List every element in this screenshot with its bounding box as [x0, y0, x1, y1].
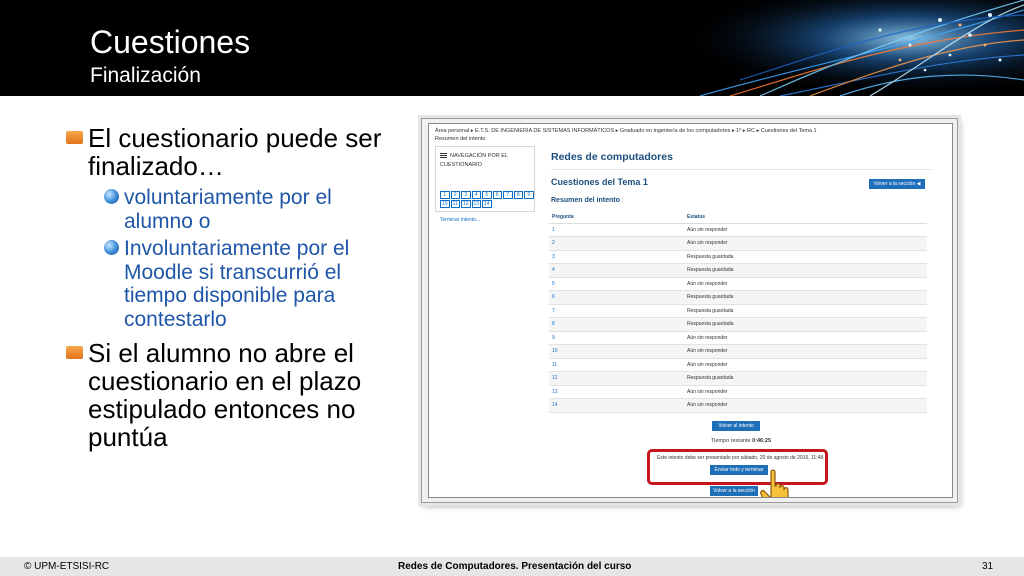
back-to-section-button[interactable]: Volver a la sección ◀: [869, 179, 925, 189]
question-status: Aún sin responder: [684, 358, 927, 372]
time-remaining-label: Tiempo restante: [711, 438, 751, 444]
bullet-level2: [104, 186, 406, 233]
question-status: Aún sin responder: [684, 385, 927, 399]
question-link[interactable]: 12: [549, 372, 684, 386]
table-row: [549, 372, 927, 386]
table-row: [549, 331, 927, 345]
submit-all-button[interactable]: Enviar todo y terminar: [710, 465, 768, 475]
question-link[interactable]: 3: [549, 250, 684, 264]
fiber-optic-image: [640, 0, 1024, 96]
question-nav-button[interactable]: 6: [493, 191, 503, 199]
question-link[interactable]: 7: [549, 304, 684, 318]
question-nav-button[interactable]: 7: [503, 191, 513, 199]
table-row: [549, 345, 927, 359]
question-link[interactable]: 6: [549, 291, 684, 305]
bullet-text: El cuestionario puede ser finalizado…: [88, 123, 382, 181]
slide-title: Cuestiones: [90, 24, 251, 60]
question-link[interactable]: 1: [549, 223, 684, 237]
time-remaining-value: 0:46:25: [752, 438, 772, 444]
bullet-level2: [104, 237, 406, 331]
finish-attempt-link[interactable]: Terminar intento...: [440, 217, 481, 223]
quiz-navigation-title: NAVEGACIÓN POR EL CUESTIONARIO: [440, 153, 508, 168]
question-status: Aún sin responder: [684, 345, 927, 359]
breadcrumb-current: Resumen del intento: [435, 136, 486, 142]
table-row: [549, 237, 927, 251]
slide-subtitle: Finalización: [90, 64, 201, 87]
question-link[interactable]: 14: [549, 399, 684, 413]
question-link[interactable]: 5: [549, 277, 684, 291]
column-header-question: Pregunta: [549, 211, 684, 223]
question-status: Aún sin responder: [684, 223, 927, 237]
moodle-page: [428, 123, 953, 498]
question-status: Respuesta guardada: [684, 304, 927, 318]
question-link[interactable]: 10: [549, 345, 684, 359]
back-to-attempt-button[interactable]: Volver al intento: [712, 421, 760, 431]
bullet-text: Involuntariamente por el Moodle si transcurrió el tiempo disponible para contestarlo: [124, 237, 350, 331]
bullet-text: voluntariamente por el alumno o: [124, 186, 332, 233]
back-to-section-button[interactable]: Volver a la sección: [710, 486, 758, 496]
question-number-grid: [440, 191, 536, 208]
question-status: Respuesta guardada: [684, 318, 927, 332]
question-nav-button[interactable]: 5: [482, 191, 492, 199]
question-status: Aún sin responder: [684, 237, 927, 251]
question-status: Aún sin responder: [684, 399, 927, 413]
question-status: Respuesta guardada: [684, 291, 927, 305]
quiz-title: Cuestiones del Tema 1: [551, 177, 648, 187]
orange-bullet-icon: [66, 346, 83, 359]
blue-bullet-icon: [104, 240, 119, 255]
question-nav-button[interactable]: 9: [524, 191, 534, 199]
orange-bullet-icon: [66, 131, 83, 144]
question-nav-button[interactable]: 14: [483, 201, 490, 207]
table-row: [549, 318, 927, 332]
question-nav-button[interactable]: 11: [451, 200, 461, 208]
divider: [551, 169, 931, 170]
question-status: Aún sin responder: [684, 331, 927, 345]
column-header-status: Estatus: [684, 211, 927, 223]
table-row: [549, 304, 927, 318]
question-link[interactable]: 13: [549, 385, 684, 399]
question-status: Aún sin responder: [684, 277, 927, 291]
question-link[interactable]: 11: [549, 358, 684, 372]
table-row: [549, 358, 927, 372]
time-remaining: [711, 438, 771, 444]
table-row: [549, 277, 927, 291]
question-nav-button[interactable]: 1: [440, 191, 450, 199]
bullet-level1: [66, 339, 406, 451]
table-header-row: [549, 211, 927, 223]
blue-bullet-icon: [104, 189, 119, 204]
bullet-list: [66, 124, 406, 457]
question-status: Respuesta guardada: [684, 250, 927, 264]
question-nav-button[interactable]: 4: [472, 191, 482, 199]
quiz-navigation-block: [435, 146, 535, 223]
pointing-hand-icon: [759, 469, 793, 498]
question-nav-button[interactable]: 13: [473, 201, 480, 207]
question-status: Respuesta guardada: [684, 372, 927, 386]
menu-icon[interactable]: [440, 153, 447, 158]
footer-copyright: © UPM-ETSISI-RC: [24, 561, 110, 572]
question-link[interactable]: 8: [549, 318, 684, 332]
table-row: [549, 264, 927, 278]
table-row: [549, 399, 927, 413]
question-link[interactable]: 2: [549, 237, 684, 251]
bullet-text: Si el alumno no abre el cuestionario en el plazo estipulado entonces no puntúa: [88, 338, 362, 452]
attempt-summary-table: [549, 211, 927, 413]
question-link[interactable]: 9: [549, 331, 684, 345]
course-title: Redes de computadores: [551, 151, 673, 163]
footer-course: Redes de Computadores. Presentación del curso: [398, 561, 632, 572]
summary-title: Resumen del intento: [551, 197, 620, 204]
table-row: [549, 250, 927, 264]
slide-footer: [0, 557, 1024, 576]
slide-header: [0, 0, 1024, 96]
question-link[interactable]: 4: [549, 264, 684, 278]
table-row: [549, 291, 927, 305]
moodle-screenshot: [421, 118, 958, 503]
table-row: [549, 385, 927, 399]
bullet-level1: [66, 124, 406, 180]
question-nav-button[interactable]: 8: [514, 191, 524, 199]
question-nav-button[interactable]: 3: [461, 191, 471, 199]
question-status: Respuesta guardada: [684, 264, 927, 278]
page-number: 31: [982, 561, 994, 572]
breadcrumb[interactable]: Área personal ▸ E.T.S. DE INGENIERÍA DE SISTEMAS INFORMÁTICOS ▸ Graduado en ingeniería de los computadores ▸ 1º ▸ RC ▸ Cuestiones del Tema 1: [435, 128, 817, 134]
question-nav-button[interactable]: 2: [451, 191, 461, 199]
deadline-text: Este intento debe ser presentado por sábado, 20 de agosto de 2016, 11:48.: [657, 455, 825, 461]
question-nav-button[interactable]: 10: [441, 201, 448, 207]
table-row: [549, 223, 927, 237]
question-nav-button[interactable]: 12: [462, 201, 469, 207]
